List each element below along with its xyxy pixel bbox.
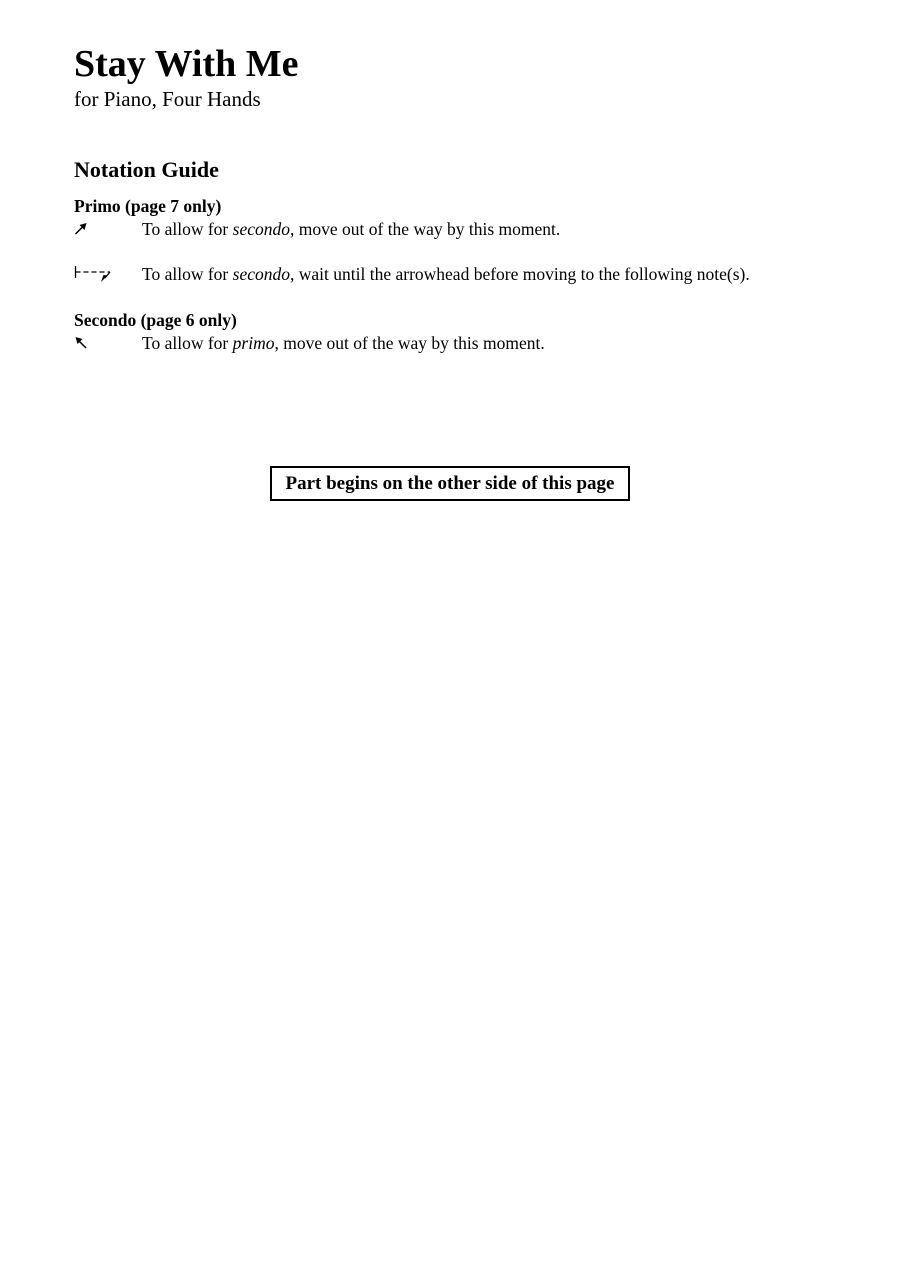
primo-entry-move-out-text: To allow for secondo, move out of the way by this moment. [142, 219, 561, 239]
bracket-dashed-arrow-icon [74, 263, 116, 285]
notation-guide-heading: Notation Guide [74, 157, 219, 182]
page-title: Stay With Me [74, 43, 299, 85]
primo-entry-wait [74, 263, 854, 285]
secondo-entry-move-out [74, 332, 854, 354]
secondo-section-heading: Secondo (page 6 only) [74, 310, 237, 330]
secondo-entry-move-out-text: To allow for primo, move out of the way by this moment. [142, 333, 545, 353]
page-subtitle: for Piano, Four Hands [74, 87, 261, 111]
up-right-arrow-icon [74, 218, 90, 238]
primo-section-heading: Primo (page 7 only) [74, 196, 222, 216]
up-left-arrow-icon [74, 332, 90, 352]
part-begins-notice: Part begins on the other side of this page [270, 466, 630, 501]
primo-entry-wait-text: To allow for secondo, wait until the arrowhead before moving to the following note(s). [142, 264, 750, 284]
primo-entry-move-out [74, 218, 854, 240]
